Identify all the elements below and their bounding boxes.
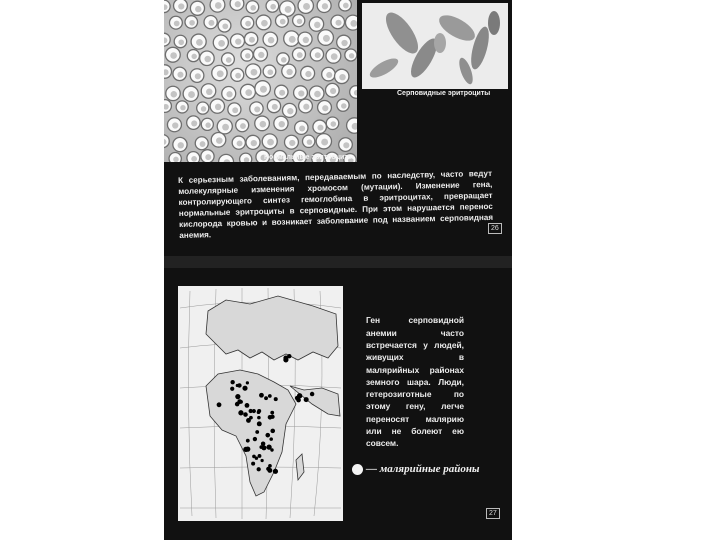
map-legend (352, 463, 480, 475)
side-text-27: Ген серповидной анемии часто встречается у людей, живущих в малярийных районах земного шара. Люди, гетерозиготные по этому гену, легче переносят малярию или не болеют ею совсем. (366, 315, 464, 449)
page-27 (164, 268, 512, 540)
page-number-27: 27 (486, 508, 500, 519)
caption-sickle-erythrocytes: Серповидные эритроциты (397, 90, 491, 97)
page-26 (164, 0, 512, 256)
normal-cells-image (164, 0, 357, 162)
map-image (178, 286, 343, 521)
sickle-erythrocytes-photo (362, 3, 508, 89)
malaria-distribution-map (178, 286, 343, 521)
legend-dot-icon (352, 464, 363, 475)
page-number-26: 26 (488, 223, 502, 234)
body-text-26: К серьезным заболеваниям, передаваемым по наследству, часто ведут молекулярные изменения хромосом (мутации). Изменение гена, контролирующего синтез гемоглобина в эритроцитах, превращает нормальные эритроциты в серповидные. При этом нарушается перенос кислорода кровью и возникает заболевание под названием серповидная анемия. (178, 168, 494, 241)
page-divider (164, 256, 512, 268)
book-spread (164, 0, 512, 540)
sickle-cells-image (362, 3, 508, 89)
legend-label: — малярийные районы (366, 463, 480, 475)
caption-normal-erythrocytes: Нормальные эритроциты (264, 154, 354, 161)
normal-erythrocytes-photo (164, 0, 357, 162)
